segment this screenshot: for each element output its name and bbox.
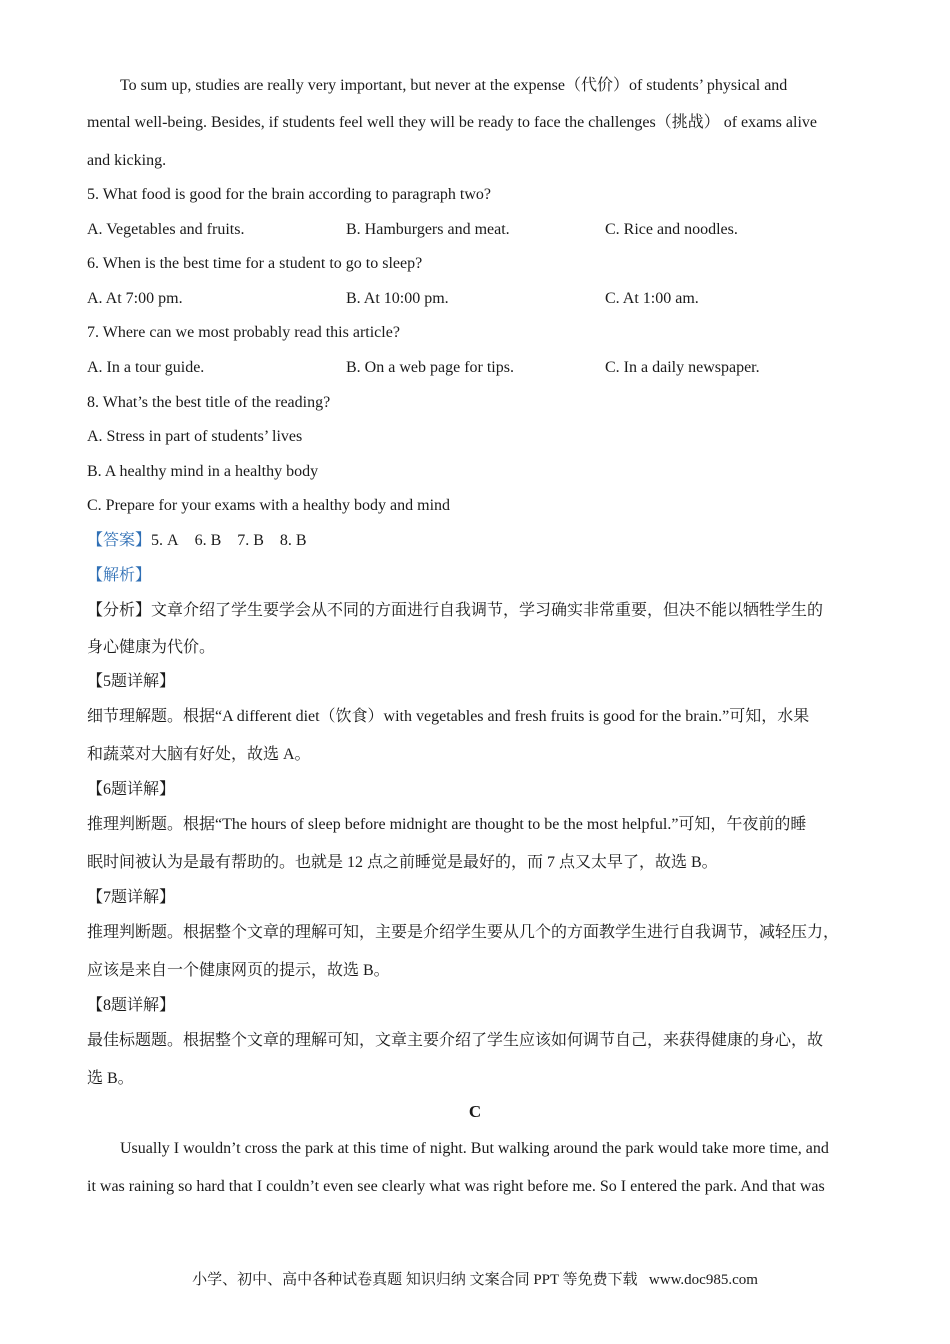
detail-line: 应该是来自一个健康网页的提示，故选 B。: [87, 962, 390, 979]
option-b: B. At 10:00 pm.: [346, 290, 449, 307]
option-a: A. Vegetables and fruits.: [87, 221, 245, 238]
detail-line: 和蔬菜对大脑有好处，故选 A。: [87, 746, 311, 763]
detail-line: 选 B。: [87, 1070, 134, 1087]
option-a: A. At 7:00 pm.: [87, 290, 183, 307]
question-stem: 8. What’s the best title of the reading?: [87, 394, 331, 411]
detail-heading: 【7题详解】: [87, 889, 176, 906]
detail-heading: 【5题详解】: [87, 673, 176, 690]
analysis-text: 文章介绍了学生要学会从不同的方面进行自我调节，学习确实非常重要，但决不能以牺牲学生的: [151, 602, 824, 619]
option-b: B. A healthy mind in a healthy body: [87, 463, 319, 480]
option-b: B. On a web page for tips.: [346, 359, 514, 376]
passage-line: mental well-being. Besides, if students feel well they will be ready to face the challenges（挑战） of exams alive: [87, 114, 817, 131]
detail-line: 最佳标题题。根据整个文章的理解可知，文章主要介绍了学生应该如何调节自己，来获得健康的身心，故: [87, 1032, 824, 1049]
question-stem: 7. Where can we most probably read this article?: [87, 324, 400, 341]
option-c: C. Rice and noodles.: [605, 221, 738, 238]
question-stem: 6. When is the best time for a student to go to sleep?: [87, 255, 423, 272]
passage-line: it was raining so hard that I couldn’t even see clearly what was right before me. So I entered the park. And that was: [87, 1178, 825, 1195]
detail-line: 眠时间被认为是最有帮助的。也就是 12 点之前睡觉是最好的，而 7 点又太早了，故选 B。: [87, 854, 718, 871]
option-c: C. In a daily newspaper.: [605, 359, 760, 376]
analysis-line: [87, 601, 823, 621]
option-c: C. At 1:00 am.: [605, 290, 699, 307]
question-stem: 5. What food is good for the brain according to paragraph two?: [87, 186, 492, 203]
option-c: C. Prepare for your exams with a healthy body and mind: [87, 497, 451, 514]
analysis-line: 身心健康为代价。: [87, 639, 216, 656]
analysis-label: 【解析】: [87, 567, 152, 584]
detail-heading: 【8题详解】: [87, 997, 176, 1014]
section-title: C: [468, 1102, 482, 1121]
answer-line: [87, 531, 307, 551]
detail-heading: 【6题详解】: [87, 781, 176, 798]
passage-line: To sum up, studies are really very important, but never at the expense（代价）of students’ physical and: [120, 77, 788, 94]
passage-line: and kicking.: [87, 152, 167, 169]
answer-text: 5. A 6. B 7. B 8. B: [151, 532, 307, 549]
detail-line: 推理判断题。根据“The hours of sleep before midnight are thought to be the most helpful.”可知，午夜前的睡: [87, 816, 807, 833]
answer-label: 【答案】: [87, 532, 152, 549]
detail-line: 细节理解题。根据“A different diet（饮食）with vegetables and fresh fruits is good for the brain.”可知，水果: [87, 708, 810, 725]
page-footer: 小学、初中、高中各种试卷真题 知识归纳 文案合同 PPT 等免费下载 www.doc985.com: [192, 1272, 758, 1288]
option-a: A. In a tour guide.: [87, 359, 205, 376]
passage-line: Usually I wouldn’t cross the park at this time of night. But walking around the park would take more time, and: [120, 1140, 829, 1157]
detail-line: 推理判断题。根据整个文章的理解可知，主要是介绍学生要从几个的方面教学生进行自我调节，减轻压力，: [87, 924, 840, 941]
option-a: A. Stress in part of students’ lives: [87, 428, 303, 445]
analysis-heading: 【分析】: [87, 602, 152, 619]
option-b: B. Hamburgers and meat.: [346, 221, 510, 238]
